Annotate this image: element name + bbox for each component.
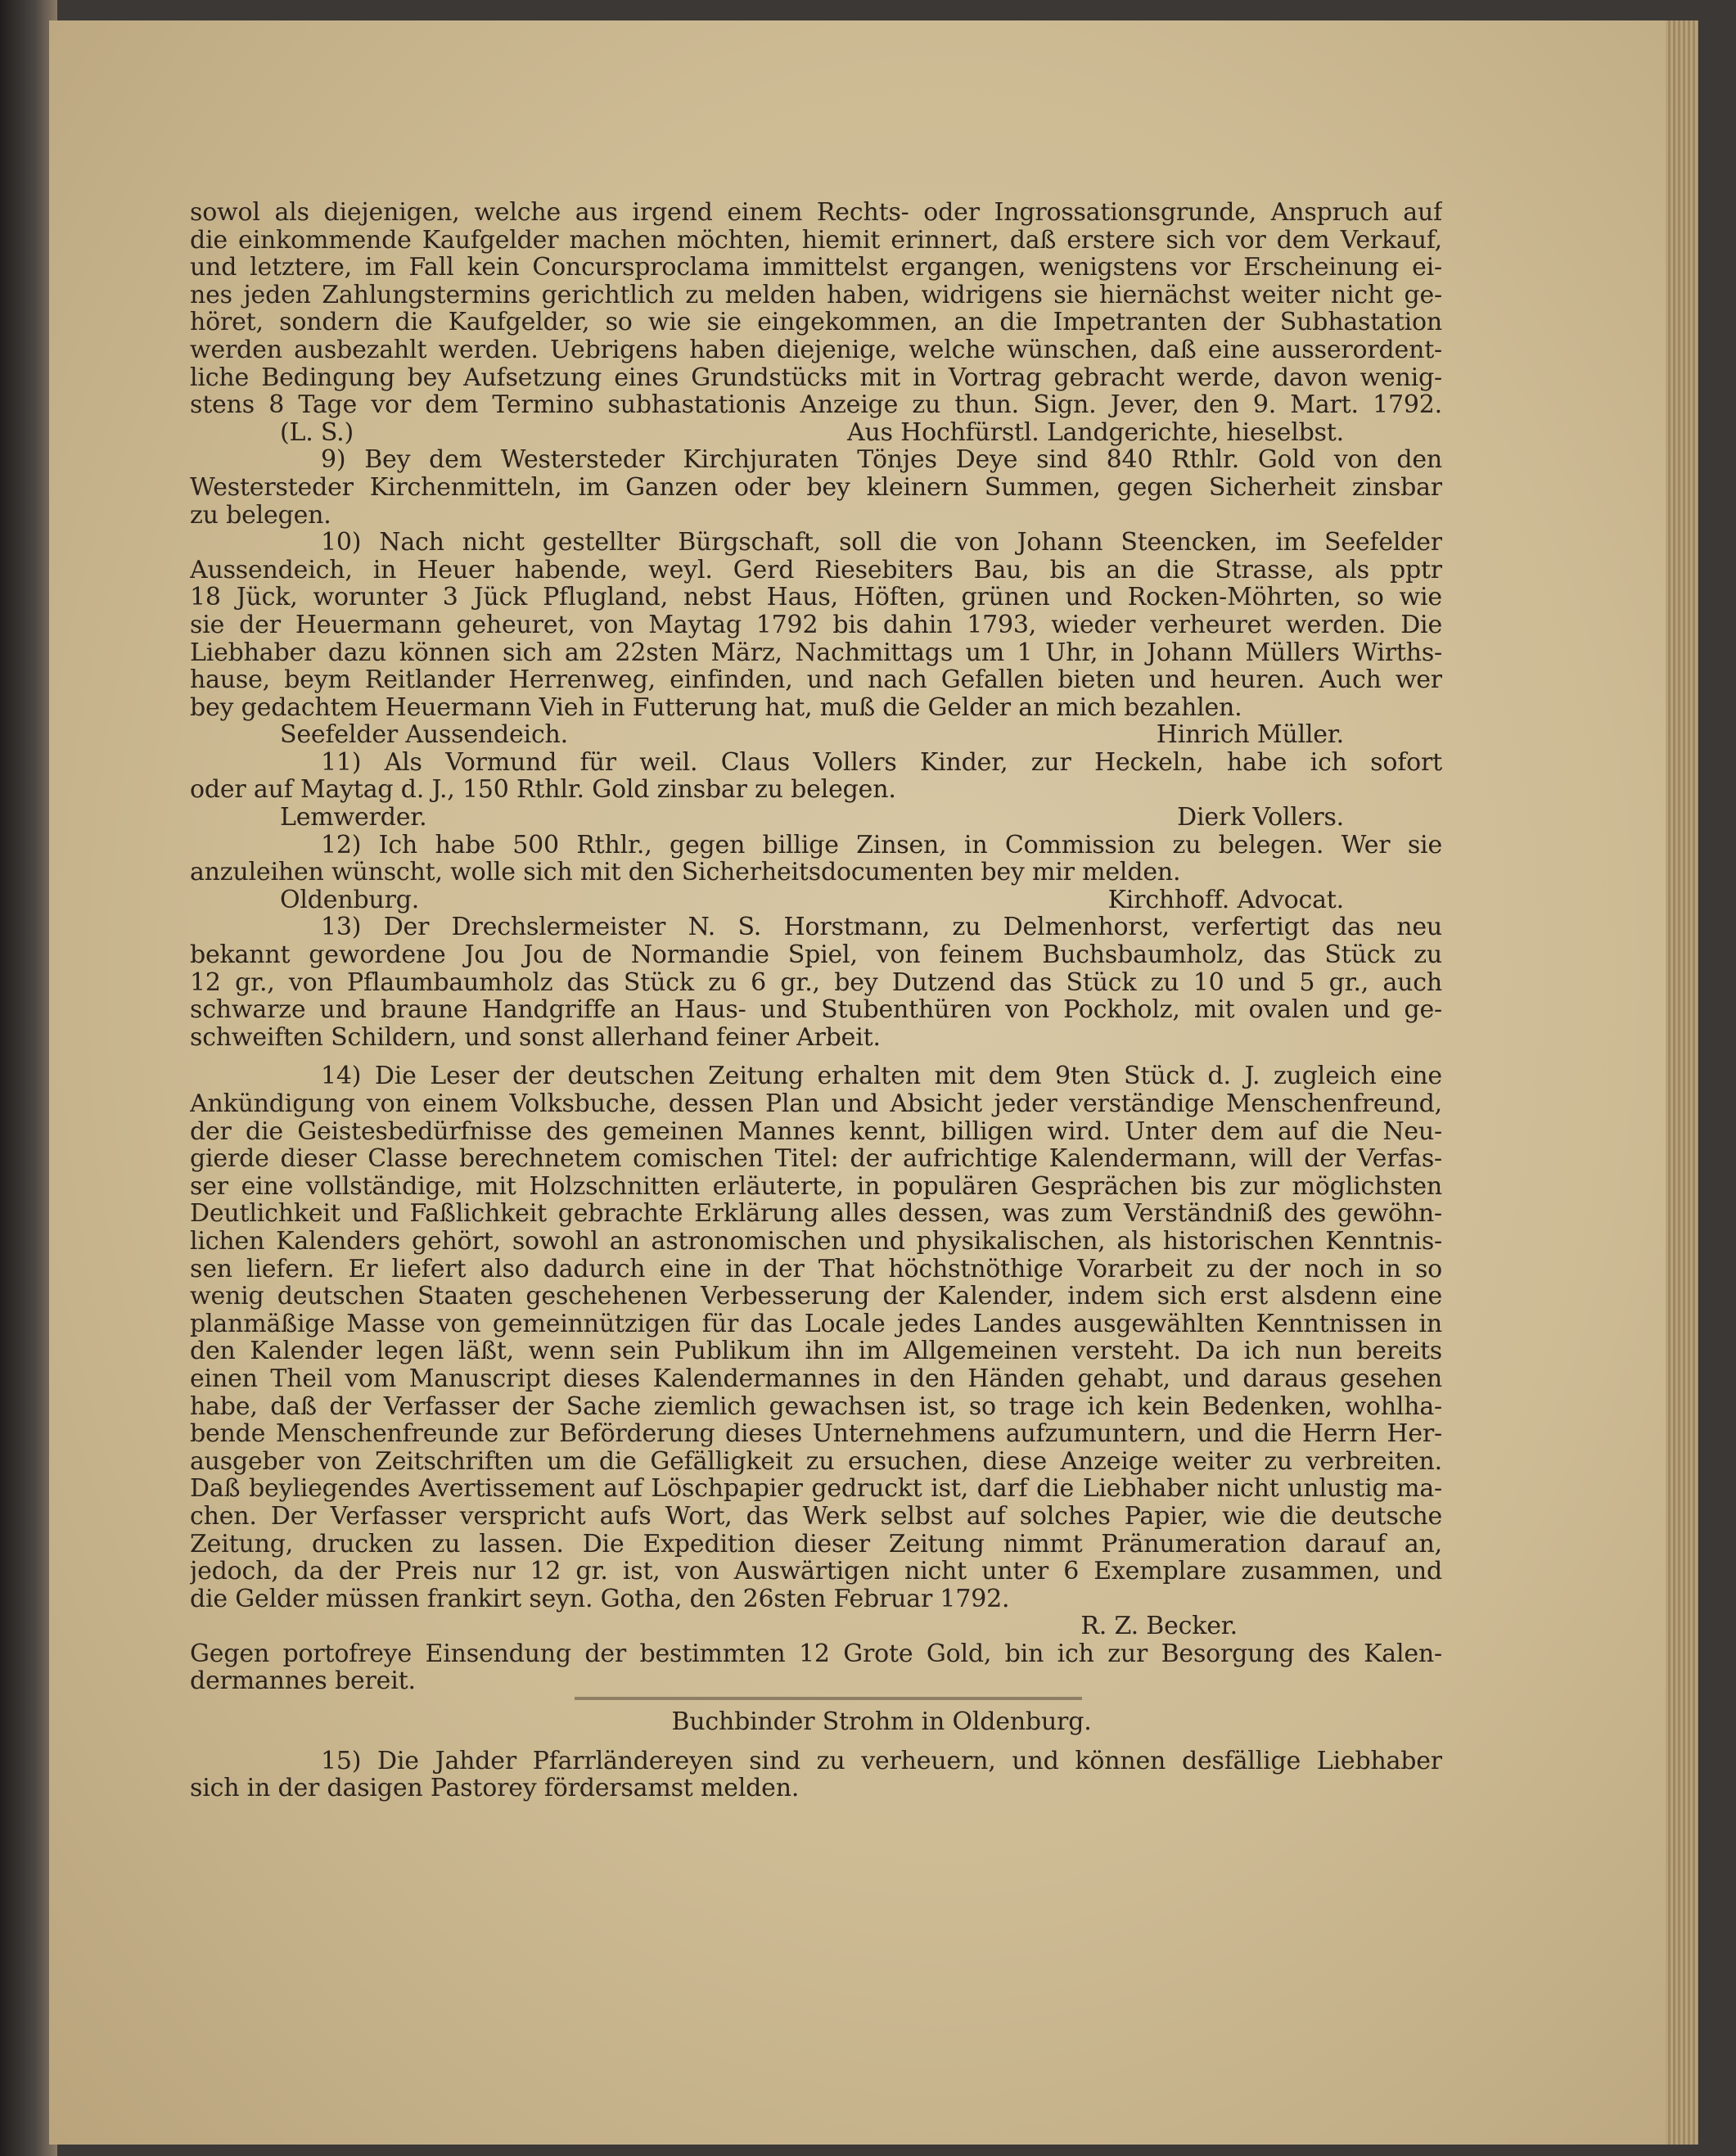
text-line: Westersteder Kirchenmitteln, im Ganzen oder bey kleinern Summen, gegen Sicherheit zinsbar (190, 473, 1442, 502)
signature-left: Seefelder Aussendeich. (280, 720, 569, 750)
signature-right: Kirchhoff. Advocat. (1107, 885, 1344, 914)
signature-left: (L. S.) (280, 417, 354, 447)
text-line: oder auf Maytag d. J., 150 Rthlr. Gold zinsbar zu belegen. (190, 776, 896, 805)
text-line: 11) Als Vormund für weil. Claus Vollers Kinder, zur Heckeln, habe ich sofort (321, 748, 1442, 777)
text-line: habe, daß der Verfasser der Sache ziemlich gewachsen ist, so trage ich kein Bedenken, wohlha- (190, 1392, 1442, 1421)
text-line: 12 gr., von Pflaumbaumholz das Stück zu 6 gr., bey Dutzend das Stück zu 10 und 5 gr., auch (190, 968, 1442, 997)
text-line: Aussendeich, in Heuer habende, weyl. Gerd Riesebiters Bau, bis an die Strasse, als pptr (190, 556, 1442, 584)
signature-left: Lemwerder. (280, 803, 427, 832)
text-line: wenig deutschen Staaten geschehenen Verbesserung der Kalender, indem sich erst alsdenn eine (190, 1283, 1442, 1310)
signature-row (190, 419, 1442, 447)
separator-rule (575, 1697, 1082, 1700)
signature-right: Hinrich Müller. (1156, 720, 1344, 750)
paragraph-11 (190, 749, 1442, 832)
text-line: 13) Der Drechslermeister N. S. Horstmann, zu Delmenhorst, verfertigt das neu (321, 913, 1442, 942)
paragraph-14 (190, 1062, 1442, 1735)
text-line: planmäßige Masse von gemeinnützigen für das Locale jedes Landes ausgewählten Kenntnissen in (190, 1310, 1442, 1338)
signature-right: R. Z. Becker. (1080, 1612, 1238, 1641)
text-line: schwarze und braune Handgriffe an Haus- und Stubenthüren von Pockholz, mit ovalen und ge- (190, 996, 1442, 1024)
text-line: bende Menschenfreunde zur Beförderung dieses Unternehmens aufzumuntern, und die Herrn Her- (190, 1420, 1442, 1448)
text-line: einen Theil vom Manuscript dieses Kalendermannes in den Händen gehabt, und daraus gesehen (190, 1364, 1442, 1393)
signature-row (190, 804, 1442, 832)
text-line: die einkommende Kaufgelder machen möchten, hiemit erinnert, daß erstere sich vor dem Verkauf, (190, 226, 1442, 255)
paragraph-9 (190, 446, 1442, 529)
text-line: 15) Die Jahder Pfarrländereyen sind zu verheuern, und können desfällige Liebhaber (321, 1747, 1442, 1775)
text-line: zu belegen. (190, 501, 331, 530)
text-line: bekannt gewordene Jou Jou de Normandie Spiel, von feinem Buchsbaumholz, das Stück zu (190, 941, 1442, 969)
signature-row (190, 721, 1442, 749)
paragraph-13 (190, 913, 1442, 1051)
text-line: ser eine vollständige, mit Holzschnitten erläuterte, in populären Gesprächen bis zur möglichsten (190, 1172, 1442, 1201)
paragraph-subhastation (190, 199, 1442, 446)
text-line: Liebhaber dazu können sich am 22sten März, Nachmittags um 1 Uhr, in Johann Müllers Wirths- (190, 638, 1442, 667)
text-line: 14) Die Leser der deutschen Zeitung erhalten mit dem 9ten Stück d. J. zugleich eine (321, 1062, 1442, 1090)
signature-right: Aus Hochfürstl. Landgerichte, hieselbst. (847, 417, 1344, 447)
text-line: der die Geistesbedürfnisse des gemeinen Mannes kennt, billigen wird. Unter dem auf die Neu- (190, 1117, 1442, 1146)
text-line: und letztere, im Fall kein Concursproclama immittelst ergangen, wenigstens vor Erscheinung ei- (190, 254, 1442, 282)
page-text-block (190, 199, 1442, 1802)
text-line: Daß beyliegendes Avertissement auf Löschpapier gedruckt ist, darf die Liebhaber nicht unlustig ma- (190, 1475, 1442, 1503)
text-line: Zeitung, drucken zu lassen. Die Expedition dieser Zeitung nimmt Pränumeration darauf an, (190, 1530, 1442, 1558)
text-line: ausgeber von Zeitschriften um die Gefälligkeit zu ersuchen, diese Anzeige weiter zu verbreiten. (190, 1447, 1442, 1476)
text-line: gierde dieser Classe berechnetem comischen Titel: der aufrichtige Kalendermann, will der Verfas- (190, 1145, 1442, 1173)
paragraph-10 (190, 529, 1442, 749)
text-line: hause, beym Reitlander Herrenweg, einfinden, und nach Gefallen bieten und heuren. Auch wer (190, 666, 1442, 694)
text-line: den Kalender legen läßt, wenn sein Publikum ihn im Allgemeinen versteht. Da ich nun bereits (190, 1337, 1442, 1365)
text-line: jedoch, da der Preis nur 12 gr. ist, von Auswärtigen nicht unter 6 Exemplare zusammen, und (190, 1558, 1442, 1585)
paragraph-15 (190, 1748, 1442, 1802)
text-line: bey gedachtem Heuermann Vieh in Futterung hat, muß die Gelder an mich bezahlen. (190, 693, 1242, 722)
paragraph-12 (190, 832, 1442, 914)
text-line: lichen Kalenders gehört, sowohl an astronomischen und physikalischen, als historischen Kenntnis- (190, 1227, 1442, 1256)
text-line: anzuleihen wünscht, wolle sich mit den Sicherheitsdocumenten bey mir melden. (190, 859, 1181, 886)
text-line: sowol als diejenigen, welche aus irgend einem Rechts- oder Ingrossationsgrunde, Anspruch auf (190, 199, 1442, 227)
paragraph-gap (190, 1051, 1442, 1062)
signature-left: Oldenburg. (280, 885, 420, 914)
text-line: schweiften Schildern, und sonst allerhand feiner Arbeit. (190, 1023, 881, 1052)
text-line: nes jeden Zahlungstermins gerichtlich zu melden haben, widrigens sie hiernächst weiter nicht ge- (190, 281, 1442, 309)
text-line: stens 8 Tage vor dem Termino subhastationis Anzeige zu thun. Sign. Jever, den 9. Mart. 1792. (190, 391, 1442, 419)
text-line: Gegen portofreye Einsendung der bestimmten 12 Grote Gold, bin ich zur Besorgung des Kalen- (190, 1640, 1442, 1668)
document-page (49, 20, 1666, 2145)
text-line: 10) Nach nicht gestellter Bürgschaft, soll die von Johann Steencken, im Seefelder (321, 529, 1442, 557)
text-line: die Gelder müssen frankirt seyn. Gotha, den 26sten Februar 1792. (190, 1585, 1010, 1613)
signature-center: Buchbinder Strohm in Oldenburg. (671, 1707, 1092, 1737)
text-line: Ankündigung von einem Volksbuche, dessen Plan und Absicht jeder verständige Menschenfreund, (190, 1090, 1442, 1118)
text-line: höret, sondern die Kaufgelder, so wie sie eingekommen, an die Impetranten der Subhastation (190, 309, 1442, 336)
paragraph-gap (190, 1736, 1442, 1748)
text-line: sen liefern. Er liefert also dadurch eine in der That höchstnöthige Vorarbeit zu der noch in so (190, 1255, 1442, 1283)
text-line: 18 Jück, worunter 3 Jück Pflugland, nebst Haus, Höften, grünen und Rocken-Möhrten, so wie (190, 584, 1442, 611)
text-line: sich in der dasigen Pastorey fördersamst melden. (190, 1775, 800, 1802)
text-line: 12) Ich habe 500 Rthlr., gegen billige Zinsen, in Commission zu belegen. Wer sie (321, 831, 1442, 859)
text-line: sie der Heuermann geheuret, von Maytag 1792 bis dahin 1793, wieder verheuret werden. Die (190, 611, 1442, 639)
text-line: chen. Der Verfasser verspricht aufs Wort, das Werk selbst auf solches Papier, wie die deutsche (190, 1502, 1442, 1531)
text-line: 9) Bey dem Westersteder Kirchjuraten Tönjes Deye sind 840 Rthlr. Gold von den (321, 446, 1442, 474)
text-line: liche Bedingung bey Aufsetzung eines Grundstücks mit in Vortrag gebracht werde, davon wenig- (190, 363, 1442, 392)
text-line: dermannes bereit. (190, 1667, 416, 1696)
signature-row (190, 886, 1442, 914)
signature-right: Dierk Vollers. (1177, 803, 1344, 832)
text-line: werden ausbezahlt werden. Uebrigens haben diejenige, welche wünschen, daß eine ausserordent- (190, 336, 1442, 364)
text-line: Deutlichkeit und Faßlichkeit gebrachte Erklärung alles dessen, was zum Verständniß des gewöhn- (190, 1200, 1442, 1228)
